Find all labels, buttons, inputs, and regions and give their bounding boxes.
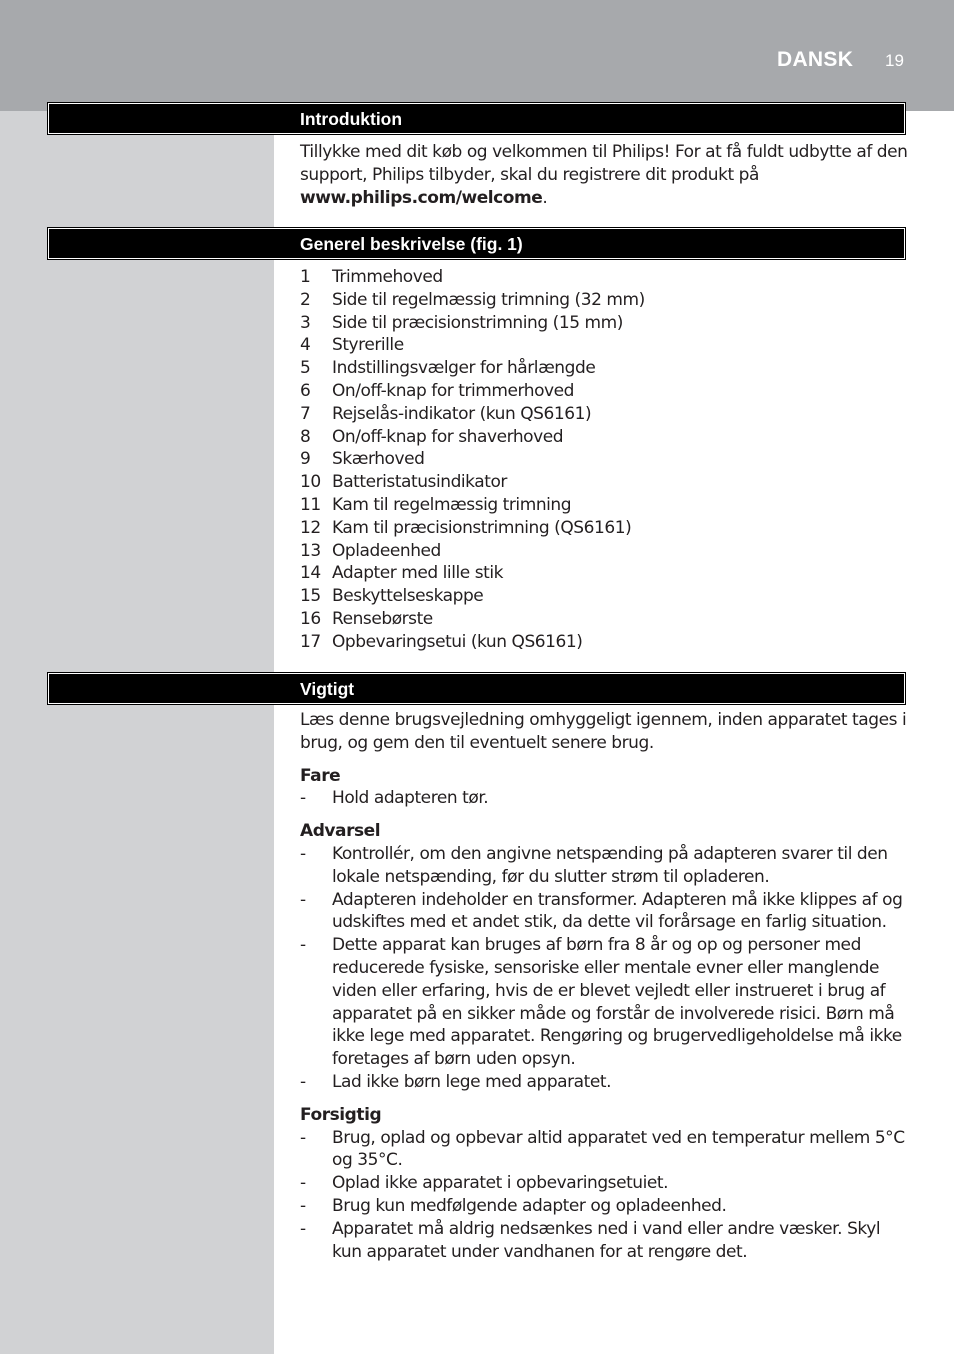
item-number: 17 bbox=[300, 631, 321, 652]
list-item bbox=[300, 471, 910, 494]
item-text: Kam til regelmæssig trimning bbox=[332, 494, 572, 515]
warning-heading: Advarsel bbox=[300, 821, 381, 842]
item-number: 1 bbox=[300, 267, 311, 287]
bullet-dash: - bbox=[300, 935, 306, 956]
bullet-dash: - bbox=[300, 1127, 306, 1148]
warning-list bbox=[300, 843, 910, 1094]
list-item bbox=[300, 1071, 910, 1094]
item-text: Beskyttelseskappe bbox=[332, 586, 484, 607]
section-header-intro bbox=[48, 103, 905, 134]
list-item bbox=[300, 1195, 910, 1218]
list-item bbox=[300, 517, 910, 540]
list-item bbox=[300, 403, 910, 426]
list-item bbox=[300, 562, 910, 585]
list-item bbox=[300, 266, 910, 289]
list-item bbox=[300, 1127, 910, 1173]
bullet-dash: - bbox=[300, 1071, 306, 1092]
list-item bbox=[300, 585, 910, 608]
list-item bbox=[300, 494, 910, 517]
item-text: Trimmehoved bbox=[332, 267, 443, 287]
item-text: Opbevaringsetui (kun QS6161) bbox=[332, 631, 583, 652]
item-text: Hold adapteren tør. bbox=[332, 788, 489, 809]
item-text: Indstillingsvælger for hårlængde bbox=[332, 358, 596, 379]
item-text: Kam til præcisionstrimning (QS6161) bbox=[332, 517, 632, 538]
item-number: 12 bbox=[300, 517, 321, 538]
list-item bbox=[300, 380, 910, 403]
item-text: Opladeenhed bbox=[332, 540, 441, 561]
language-label: DANSK bbox=[777, 48, 854, 71]
list-item bbox=[300, 889, 910, 935]
list-item bbox=[300, 312, 910, 335]
bullet-dash: - bbox=[300, 889, 306, 910]
list-item bbox=[300, 843, 910, 889]
item-text: Brug kun medfølgende adapter og opladeenhed. bbox=[332, 1195, 727, 1216]
item-text: Apparatet må aldrig nedsænkes ned i vand eller andre væsker. Skyl kun apparatet under vandhanen for at rengøre det. bbox=[332, 1218, 881, 1262]
item-text: Skærhoved bbox=[332, 449, 425, 470]
item-number: 6 bbox=[300, 380, 311, 401]
item-number: 7 bbox=[300, 403, 311, 424]
intro-text-end: . bbox=[542, 187, 548, 208]
item-text: Adapteren indeholder en transformer. Adapteren må ikke klippes af og udskiftes med et andet stik, da dette vil forårsage en farlig situation. bbox=[332, 889, 903, 933]
item-text: On/off-knap for shaverhoved bbox=[332, 426, 564, 447]
item-number: 15 bbox=[300, 586, 321, 607]
item-number: 13 bbox=[300, 540, 321, 561]
item-text: Lad ikke børn lege med apparatet. bbox=[332, 1071, 612, 1092]
list-item bbox=[300, 357, 910, 380]
item-number: 5 bbox=[300, 358, 311, 379]
bullet-dash: - bbox=[300, 1218, 306, 1239]
section-header-important bbox=[48, 673, 905, 704]
item-number: 9 bbox=[300, 449, 311, 470]
bullet-dash: - bbox=[300, 1195, 306, 1216]
item-text: Rejselås-indikator (kun QS6161) bbox=[332, 403, 592, 424]
list-item bbox=[300, 540, 910, 563]
bullet-dash: - bbox=[300, 843, 306, 864]
page-number: 19 bbox=[885, 51, 904, 70]
section-header-general bbox=[48, 228, 905, 259]
item-number: 2 bbox=[300, 289, 311, 310]
list-item bbox=[300, 1218, 910, 1264]
list-item bbox=[300, 787, 910, 810]
item-number: 10 bbox=[300, 472, 321, 493]
item-text: Batteristatusindikator bbox=[332, 472, 507, 493]
important-body bbox=[300, 709, 910, 1263]
item-number: 3 bbox=[300, 312, 311, 333]
item-number: 14 bbox=[300, 563, 321, 584]
important-intro: Læs denne brugsvejledning omhyggeligt igennem, inden apparatet tages i brug, og gem den til eventuelt senere brug. bbox=[300, 710, 907, 753]
page-header-band bbox=[0, 0, 954, 111]
list-item bbox=[300, 426, 910, 449]
list-item bbox=[300, 934, 910, 1071]
section-title: Vigtigt bbox=[300, 679, 355, 699]
item-number: 11 bbox=[300, 494, 321, 515]
intro-paragraph bbox=[300, 141, 910, 209]
item-text: Brug, oplad og opbevar altid apparatet ved en temperatur mellem 5°C og 35°C. bbox=[332, 1127, 905, 1171]
list-item bbox=[300, 608, 910, 631]
danger-heading: Fare bbox=[300, 765, 341, 786]
caution-heading: Forsigtig bbox=[300, 1104, 382, 1125]
item-text: Adapter med lille stik bbox=[332, 563, 504, 584]
item-text: Side til regelmæssig trimning (32 mm) bbox=[332, 289, 645, 310]
danger-list bbox=[300, 787, 910, 810]
section-title: Introduktion bbox=[300, 109, 403, 129]
item-number: 16 bbox=[300, 608, 321, 629]
item-text: Side til præcisionstrimning (15 mm) bbox=[332, 312, 623, 333]
caution-list bbox=[300, 1127, 910, 1264]
intro-text: Tillykke med dit køb og velkommen til Philips! For at få fuldt udbytte af den support, Philips tilbyder, skal du registrere dit produkt på bbox=[300, 142, 908, 185]
bullet-dash: - bbox=[300, 1173, 306, 1194]
list-item bbox=[300, 334, 910, 357]
item-text: Styrerille bbox=[332, 335, 404, 356]
item-text: Dette apparat kan bruges af børn fra 8 år og op og personer med reducerede fysiske, sensoriske eller mentale evner eller manglende viden eller erfaring, hvis de er blevet vejledt eller instrueret i brug af apparatet på en sikker måde og forstår de involverede risici. Børn må ikke lege med apparatet. Rengøring og brugervedligeholdelse må ikke foretages af børn uden opsyn. bbox=[332, 935, 902, 1070]
philips-link[interactable]: www.philips.com/welcome bbox=[300, 187, 543, 208]
section-title: Generel beskrivelse (fig. 1) bbox=[300, 234, 523, 254]
item-text: Oplad ikke apparatet i opbevaringsetuiet. bbox=[332, 1173, 669, 1194]
item-text: On/off-knap for trimmerhoved bbox=[332, 380, 575, 401]
list-item bbox=[300, 289, 910, 312]
list-item bbox=[300, 1172, 910, 1195]
parts-list bbox=[300, 266, 910, 654]
item-number: 4 bbox=[300, 335, 311, 356]
list-item bbox=[300, 631, 910, 654]
item-number: 8 bbox=[300, 426, 311, 447]
item-text: Kontrollér, om den angivne netspænding på adapteren svarer til den lokale netspænding, før du slutter strøm til opladeren. bbox=[332, 843, 888, 887]
bullet-dash: - bbox=[300, 788, 306, 809]
list-item bbox=[300, 448, 910, 471]
item-text: Rensebørste bbox=[332, 608, 433, 629]
left-margin-column bbox=[0, 111, 274, 1354]
